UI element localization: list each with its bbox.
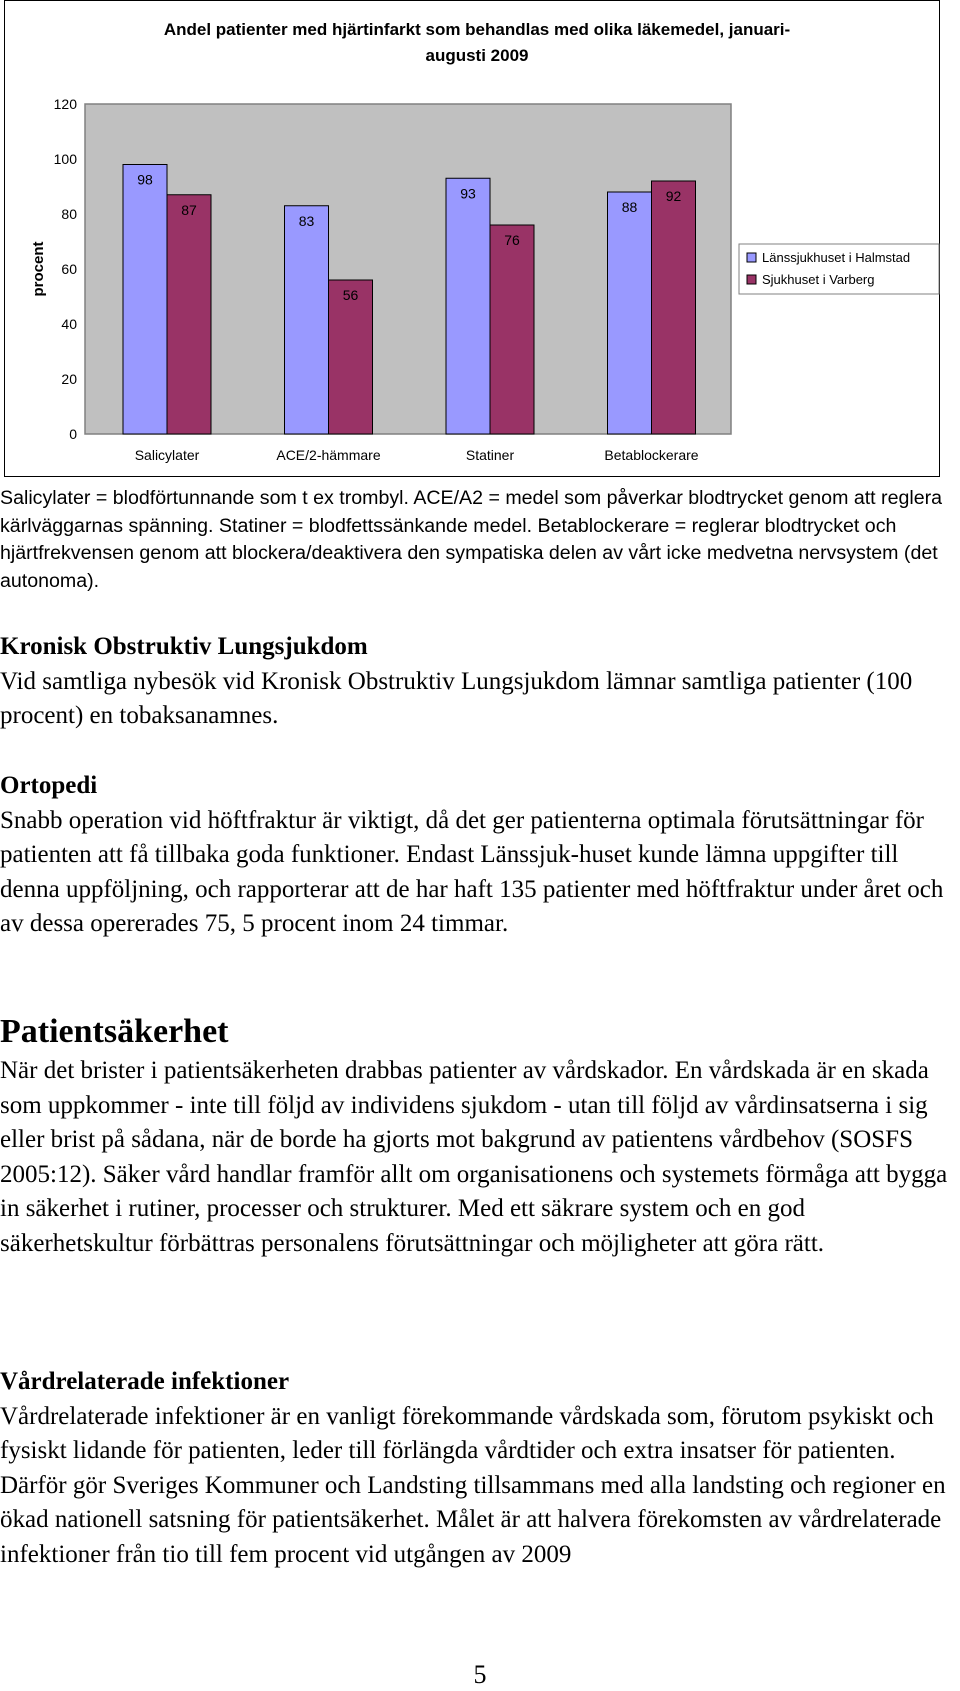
x-tick-label: Statiner xyxy=(465,447,515,463)
bar-value-label: 87 xyxy=(181,201,197,218)
legend-label: Länssjukhuset i Halmstad xyxy=(762,250,911,265)
bar xyxy=(446,178,490,434)
y-tick-label: 80 xyxy=(61,206,77,222)
section-heading: Vårdrelaterade infektioner xyxy=(0,1368,290,1395)
section-text: Vårdrelaterade infektioner är en vanligt förekommande vårdskada som, förutom psykiskt och fysiskt lidande för patienten, leder till förlängda vårdtider och extra insatser för patienten. Därför gör Sveriges Kommuner och Landsting tillsammans med alla landsting och regioner en ökad nationell satsning för patientsäkerhet. Målet är att halvera förekomsten av vårdrelaterade infektioner från tio till fem procent vid utgången av 2009 xyxy=(0,1402,946,1568)
section-patientsakerhet xyxy=(0,1010,960,1262)
legend-swatch xyxy=(747,275,756,284)
section-heading: Ortopedi xyxy=(0,772,98,799)
y-tick-label: 120 xyxy=(53,96,77,112)
bar xyxy=(285,206,329,434)
legend-swatch xyxy=(747,253,756,262)
bar-value-label: 98 xyxy=(137,171,153,188)
section-kol xyxy=(0,630,960,734)
y-tick-label: 60 xyxy=(61,261,77,277)
page-number: 5 xyxy=(473,1660,487,1689)
y-tick-label: 40 xyxy=(61,316,77,332)
bar-value-label: 56 xyxy=(342,287,359,303)
chart-container xyxy=(4,0,940,477)
section-text: Vid samtliga nybesök vid Kronisk Obstruktiv Lungsjukdom lämnar samtliga patienter (100 procent) en tobaksanamnes. xyxy=(0,667,913,730)
bar-value-label: 83 xyxy=(298,212,315,229)
bar-value-label: 92 xyxy=(665,188,682,204)
section-heading: Patientsäkerhet xyxy=(0,1013,229,1050)
section-text: Snabb operation vid höftfraktur är viktigt, då det ger patienterna optimala förutsättningar för patienten att få tillbaka goda funktioner. Endast Länssjuk-huset kunde lämna uppgifter till denna uppföljning, och rapporterar att de har haft 135 patienter med höftfraktur under året och av dessa opererades 75, 5 procent inom 24 timmar. xyxy=(0,806,944,938)
bar-value-label: 88 xyxy=(621,199,638,215)
chart-title-line: augusti 2009 xyxy=(425,46,529,65)
chart-caption: Salicylater = blodförtunnande som t ex trombyl. ACE/A2 = medel som påverkar blodtrycket genom att reglera kärlväggarnas spänning. Statiner = blodfettssänkande medel. Betablockerare = reglerar blodtrycket och hjärtfrekvensen genom att blockera/deaktivera den sympatiska delen av vårt icke medvetna nervsystem (det autonoma). xyxy=(0,487,943,592)
section-heading: Kronisk Obstruktiv Lungsjukdom xyxy=(0,633,368,660)
bar xyxy=(167,195,211,434)
section-text: När det brister i patientsäkerheten drabbas patienter av vårdskador. En vårdskada är en skada som uppkommer - inte till följd av individens sjukdom - utan till följd av vårdinsatserna i sig eller brist på sådana, när de borde ha gjorts mot bakgrund av patientens vårdbehov (SOSFS 2005:12). Säker vård handlar framför allt om organisationens och systemets förmåga att bygga in säkerhet i rutiner, processer och strukturer. Med ett säkrare system och en god säkerhetskultur förbättras personalens förutsättningar och möjligheter att göra rätt. xyxy=(0,1057,948,1257)
y-tick-label: 0 xyxy=(69,426,77,442)
x-tick-label: Betablockerare xyxy=(604,447,699,463)
section-vri xyxy=(0,1365,960,1573)
chart-title-line: Andel patienter med hjärtinfarkt som behandlas med olika läkemedel, januari- xyxy=(163,20,791,39)
bar-value-label: 93 xyxy=(460,185,476,202)
bar xyxy=(329,280,373,434)
x-tick-label: ACE/2-hämmare xyxy=(276,447,381,463)
legend-label: Sjukhuset i Varberg xyxy=(762,272,875,287)
bar-chart xyxy=(5,1,941,478)
bar xyxy=(608,192,652,434)
y-tick-label: 20 xyxy=(61,371,77,387)
bar xyxy=(652,181,696,434)
x-tick-label: Salicylater xyxy=(134,447,200,463)
bar-value-label: 76 xyxy=(504,232,520,248)
section-ortopedi xyxy=(0,769,960,942)
y-axis-label: procent xyxy=(30,241,47,297)
bar xyxy=(123,165,167,435)
y-tick-label: 100 xyxy=(53,151,77,167)
bar xyxy=(490,225,534,434)
